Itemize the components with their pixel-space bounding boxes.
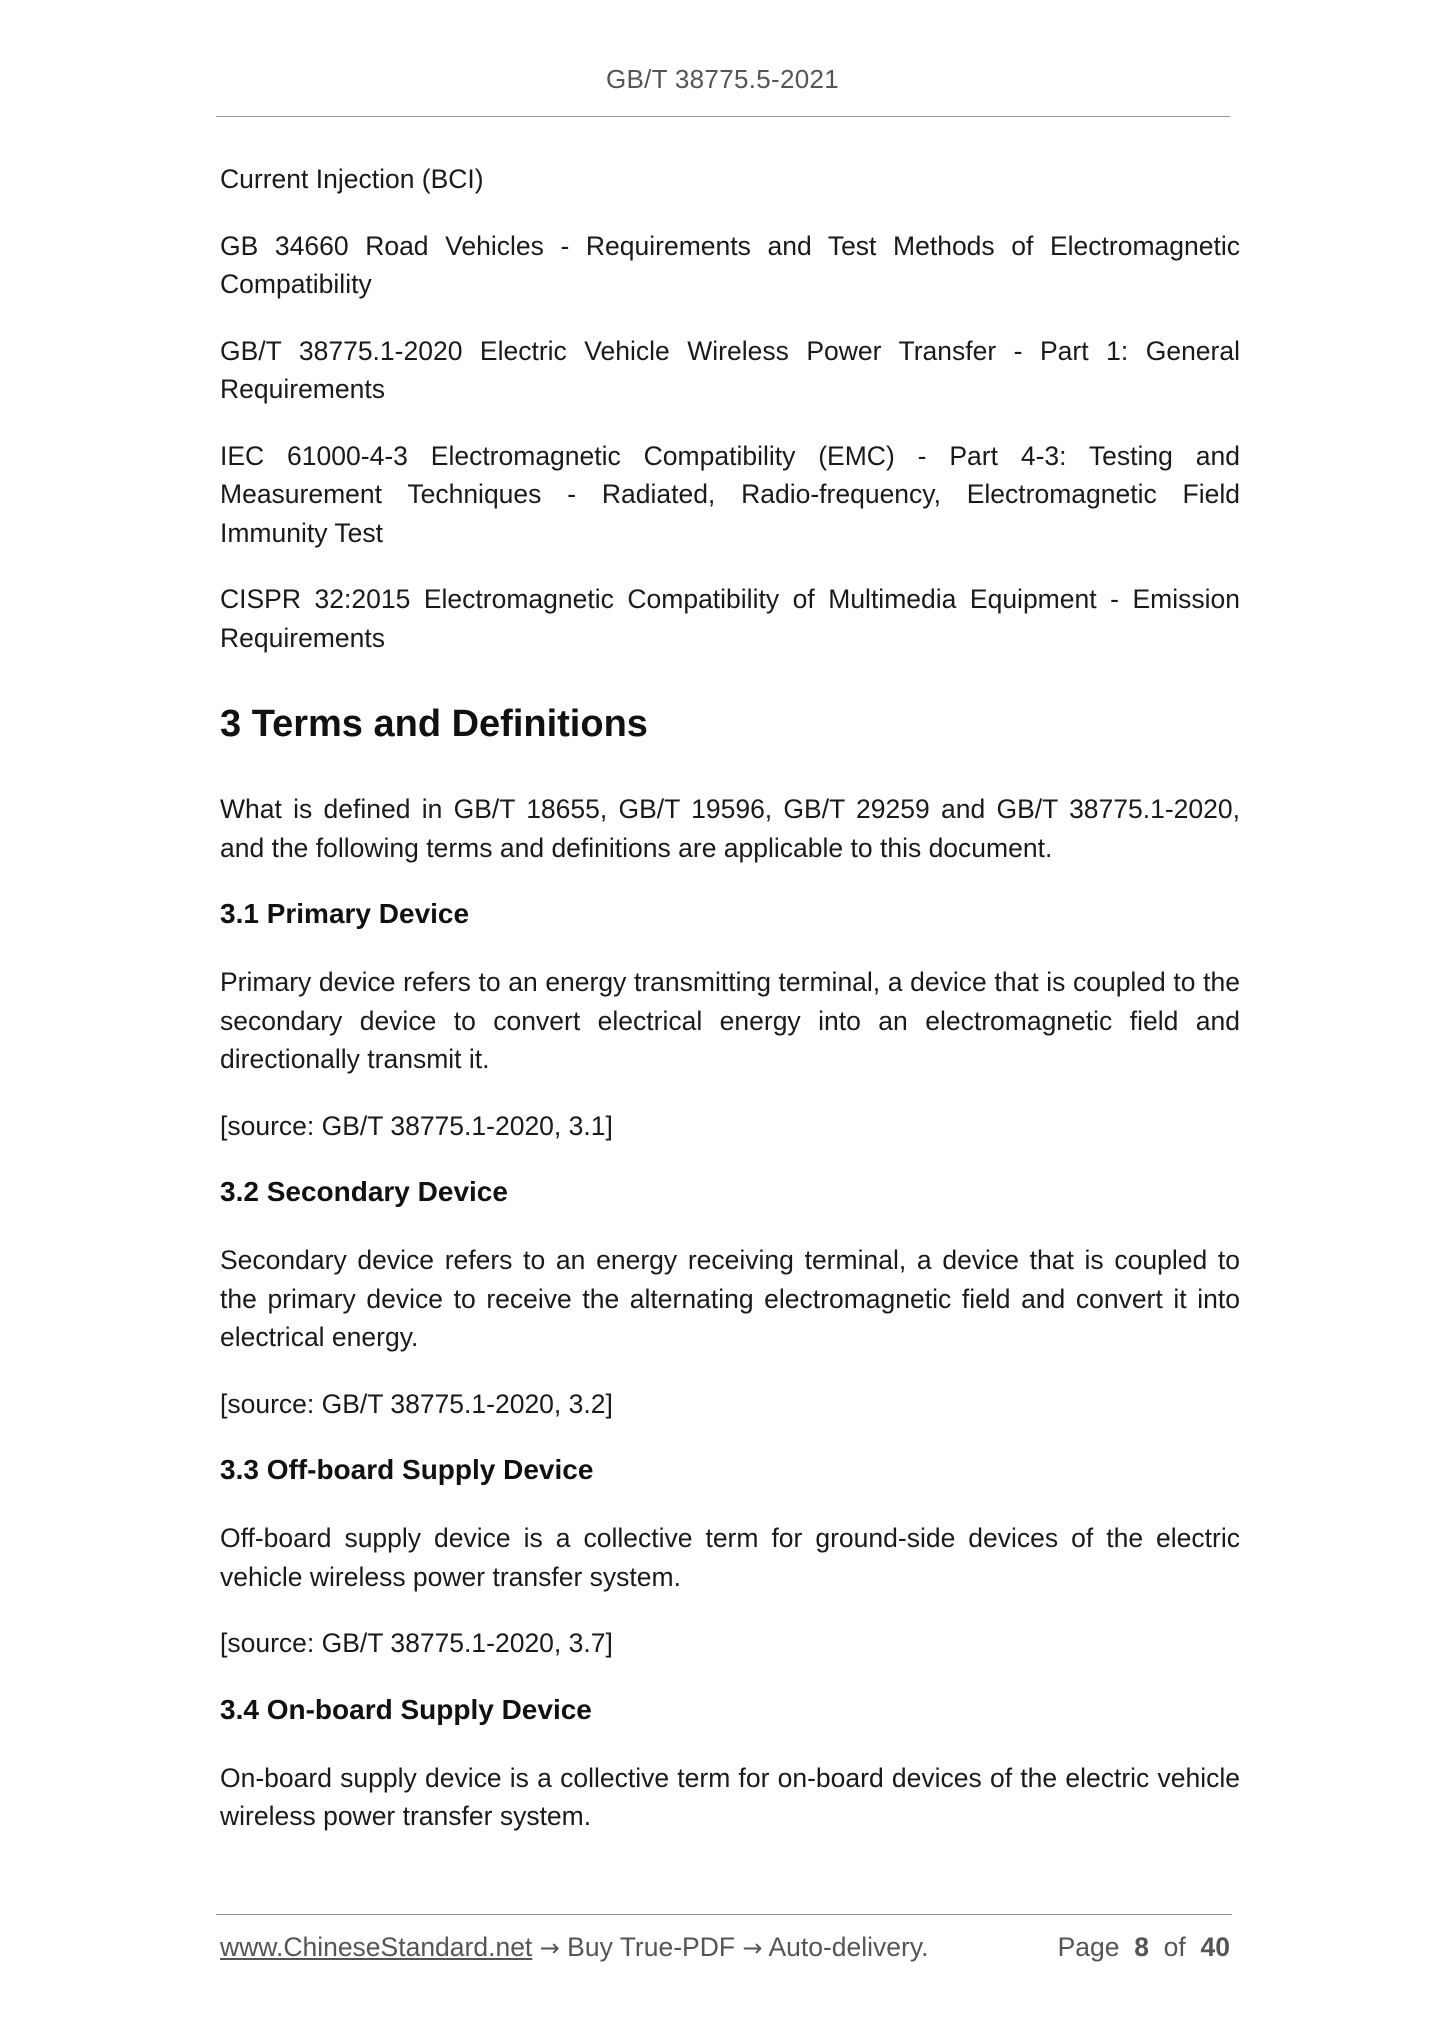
reference-item: CISPR 32:2015 Electromagnetic Compatibility of Multimedia Equipment - Emission Requirements bbox=[220, 584, 1240, 653]
footer-divider bbox=[216, 1914, 1232, 1915]
source-citation: [source: GB/T 38775.1-2020, 3.2] bbox=[220, 1388, 613, 1419]
site-link[interactable]: www.ChineseStandard.net bbox=[220, 1932, 533, 1962]
arrow-right-icon: → bbox=[539, 1934, 560, 1962]
reference-item: GB/T 38775.1-2020 Electric Vehicle Wireless Power Transfer - Part 1: General Requirements bbox=[220, 335, 1240, 404]
section-heading: 3 Terms and Definitions bbox=[220, 703, 648, 745]
definition-text: On-board supply device is a collective term for on-board devices of the electric vehicle wireless power transfer system. bbox=[220, 1762, 1240, 1831]
header-divider bbox=[216, 116, 1230, 117]
reference-item: Current Injection (BCI) bbox=[220, 164, 484, 194]
reference-item: GB 34660 Road Vehicles - Requirements and Test Methods of Electromagnetic Compatibility bbox=[220, 230, 1240, 299]
subsection-heading: 3.4 On-board Supply Device bbox=[220, 1693, 592, 1725]
page-label: Page bbox=[1057, 1932, 1120, 1962]
definition-text: Primary device refers to an energy transmitting terminal, a device that is coupled to the secondary device to convert electrical energy into an electromagnetic field and directionally transmit it. bbox=[220, 967, 1240, 1074]
page-of: of bbox=[1163, 1932, 1186, 1962]
reference-item: IEC 61000-4-3 Electromagnetic Compatibility (EMC) - Part 4-3: Testing and Measurement Techniques - Radiated, Radio-frequency, Electromagnetic Field Immunity Test bbox=[220, 440, 1240, 548]
source-citation: [source: GB/T 38775.1-2020, 3.1] bbox=[220, 1110, 613, 1141]
footer-left bbox=[220, 1932, 929, 1963]
document-id-header: GB/T 38775.5-2021 bbox=[605, 64, 839, 94]
definition-text: Secondary device refers to an energy receiving terminal, a device that is coupled to the primary device to receive the alternating electromagnetic field and convert it into electrical energy. bbox=[220, 1245, 1240, 1352]
page-total: 40 bbox=[1200, 1932, 1230, 1962]
page-current: 8 bbox=[1134, 1932, 1149, 1962]
delivery-text: Auto-delivery. bbox=[768, 1932, 929, 1962]
source-citation: [source: GB/T 38775.1-2020, 3.7] bbox=[220, 1628, 613, 1658]
page-content bbox=[220, 160, 1240, 1864]
subsection-heading: 3.2 Secondary Device bbox=[220, 1176, 508, 1207]
section-intro: What is defined in GB/T 18655, GB/T 19596, GB/T 29259 and GB/T 38775.1-2020, and the following terms and definitions are applicable to this document. bbox=[220, 794, 1240, 863]
arrow-right-icon: → bbox=[742, 1934, 763, 1962]
subsection-heading: 3.1 Primary Device bbox=[220, 898, 470, 929]
buy-text: Buy True-PDF bbox=[567, 1932, 736, 1962]
page-footer bbox=[220, 1932, 1232, 1972]
page-number bbox=[1058, 1932, 1230, 1963]
subsection-heading: 3.3 Off-board Supply Device bbox=[220, 1454, 594, 1485]
definition-text: Off-board supply device is a collective term for ground-side devices of the electric vehicle wireless power transfer system. bbox=[220, 1523, 1240, 1592]
